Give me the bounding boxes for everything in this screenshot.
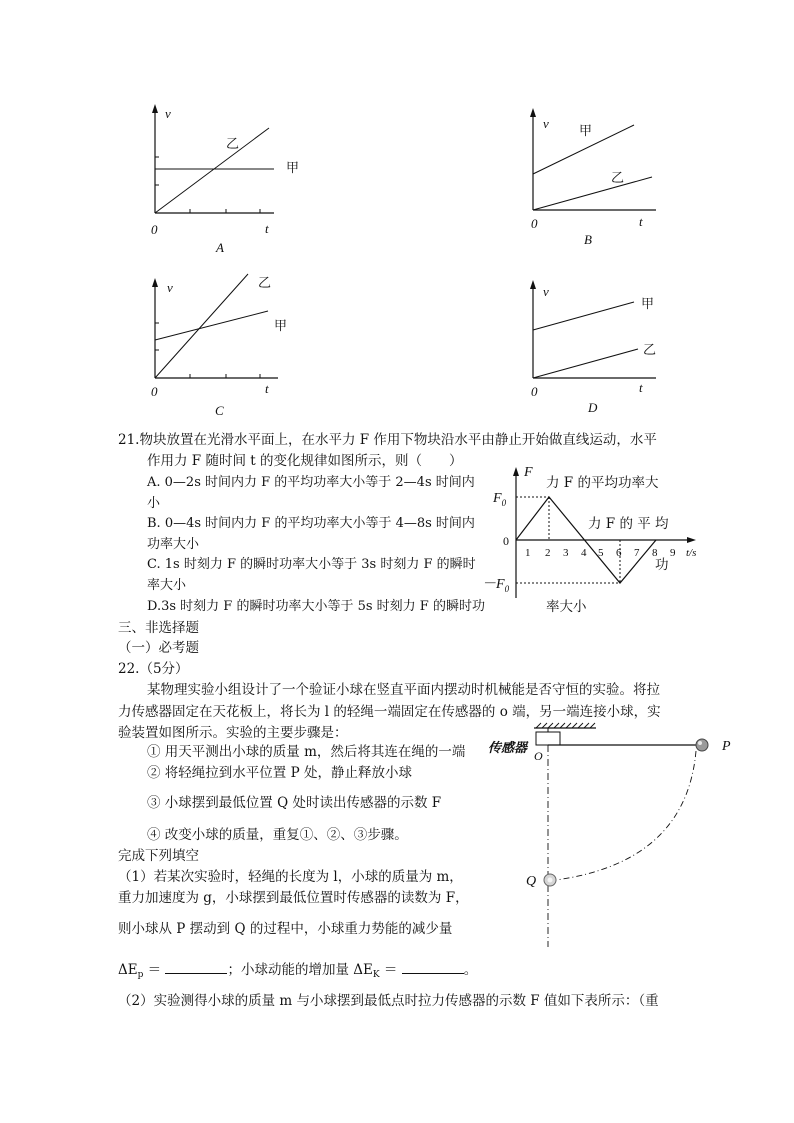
v-label: v [543,284,549,299]
origin-label: 0 [151,222,158,237]
q22-para-line1: 某物理实验小组设计了一个验证小球在竖直平面内摆动时机械能是否守恒的实验。将拉 [147,682,660,698]
x-unit-label: t/s [686,547,697,559]
q22-fill-line1: （1）若某次实验时，轻绳的长度为 l，小球的质量为 m， [118,869,463,885]
v-label: v [543,116,549,131]
v-axis-arrow [530,108,536,117]
v-axis-arrow [152,104,158,113]
q22-para-line3: 验装置如图所示。实验的主要步骤是： [118,725,348,741]
label-yi: 乙 [611,170,625,185]
t-label: t [265,381,269,396]
delta-ep-subscript: p [137,970,144,980]
ball-at-p [696,739,708,751]
q21-option-c-line1: C. 1s 时刻力 F 的瞬时功率大小等于 3s 时刻力 F 的瞬时 [147,557,476,572]
tick-label: 3 [563,547,569,559]
label-jia: 甲 [641,296,655,311]
f-axis-label: F [524,465,533,480]
panel-label: D [588,400,598,415]
q22-head: 22.（5分） [118,661,189,677]
ceiling-hatch [536,723,595,728]
f-axis-arrow [513,467,519,476]
origin-label: 0 [531,216,538,231]
label-yi: 乙 [258,275,272,290]
q21-option-d-tail: 率大小 [546,599,587,615]
v-label: v [165,106,171,121]
tick-label: 7 [634,547,640,559]
tick-label: 9 [670,547,676,559]
line-yi [533,349,638,378]
graph-a [140,100,340,260]
sensor-label: 传感器 [488,740,528,755]
q21-stem-line1: 21.物块放置在光滑水平面上，在水平力 F 作用下物块沿水平由静止开始做直线运动，水平 [118,432,657,448]
v-axis-arrow [530,280,536,289]
label-yi: 乙 [643,342,657,357]
q21-option-d-line1: D.3s 时刻力 F 的瞬时功率大小等于 5s 时刻力 F 的瞬时功 [147,599,485,614]
panel-label: B [584,232,592,247]
ball-at-p-highlight [698,741,702,745]
q21-option-c-tail: 功 [655,557,669,573]
q22-part2: （2）实验测得小球的质量 m 与小球摆到最低点时拉力传感器的示数 F 值如下表所示：（重 [118,993,659,1009]
t-axis-arrow [687,537,696,543]
section-title: 三、非选择题 [118,620,199,636]
ball-at-q-center [548,878,553,883]
neg-f0-label: $-F_0$ [482,577,510,594]
q21-option-c-line2: 率大小 [147,578,187,593]
point-o-label: O [534,749,543,763]
label-yi: 乙 [226,136,240,151]
q21-option-a-tail: 力 F 的平均功率大 [546,475,659,491]
q21-option-b-line1: B. 0—4s 时间内力 F 的平均功率大小等于 4—8s 时间内 [147,516,475,531]
t-label: t [639,380,643,395]
q22-para-line2: 力传感器固定在天花板上，将长为 l 的轻绳一端固定在传感器的 o 端，另一端连接小球，实 [118,704,661,720]
point-p-label: P [722,739,731,754]
pendulum-apparatus [486,722,746,952]
label-jia: 甲 [274,318,288,333]
answer-blank-delta-ek[interactable] [402,961,464,974]
q21-option-a-line2: 小 [147,496,161,511]
q22-step2: ② 将轻绳拉到水平位置 P 处，静止释放小球 [147,765,412,781]
tick-labels [525,547,676,559]
force-time-graph [482,462,697,602]
origin-label: 0 [503,534,509,548]
q22-step1: ① 用天平测出小球的质量 m，然后将其连在绳的一端 [147,744,466,760]
origin-label: 0 [151,384,158,399]
line-yi [533,177,652,210]
sentence-end: 。 [463,962,478,978]
q22-step3: ③ 小球摆到最低位置 Q 处时读出传感器的示数 F [147,795,442,811]
delta-ek-text: ；小球动能的增加量 ΔE [227,962,373,978]
line-jia [533,302,634,330]
q22-fill-line3: 则小球从 P 摆动到 Q 的过程中，小球重力势能的减少量 [118,921,453,937]
q22-fill-title: 完成下列填空 [118,848,199,864]
q22-fill-answers [118,961,477,984]
tick-label: 8 [652,547,658,559]
line-yi [155,128,269,213]
force-sensor [536,732,560,745]
point-q-label: Q [526,874,537,889]
tick-label: 1 [525,547,531,559]
equals: ＝ [147,962,162,978]
label-jia: 甲 [286,160,300,175]
f0-label: $F_0$ [493,491,507,508]
swing-arc [556,751,696,880]
q22-fill-line2: 重力加速度为 g，小球摆到最低位置时传感器的读数为 F， [118,890,469,906]
q21-option-b-tail: 力 F 的 平 均 [588,516,669,532]
graph-b [518,100,718,260]
t-label: t [639,214,643,229]
q21-stem-line2: 作用力 F 随时间 t 的变化规律如图所示，则（ ） [147,453,463,469]
section-subtitle: （一）必考题 [118,640,199,656]
equals: ＝ [383,962,398,978]
tick-label: 5 [598,547,604,559]
tick-label: 2 [545,547,551,559]
t-label: t [265,221,269,236]
q21-option-b-line2: 功率大小 [147,537,200,552]
v-label: v [167,280,173,295]
q22-step4: ④ 改变小球的质量，重复①、②、③步骤。 [147,827,408,843]
delta-ep-symbol: ΔE [118,962,138,978]
panel-label: A [216,240,224,255]
tick-label: 6 [616,547,622,559]
panel-label: C [215,403,224,418]
q21-option-a-line1: A. 0—2s 时间内力 F 的平均功率大小等于 2—4s 时间内 [147,475,475,490]
label-jia: 甲 [579,123,593,138]
answer-blank-delta-ep[interactable] [165,961,227,974]
delta-ek-subscript: K [372,970,380,980]
origin-label: 0 [531,384,538,399]
graph-c [140,268,340,428]
v-axis-arrow [152,278,158,287]
graph-d [518,268,718,428]
tick-label: 4 [581,547,587,559]
